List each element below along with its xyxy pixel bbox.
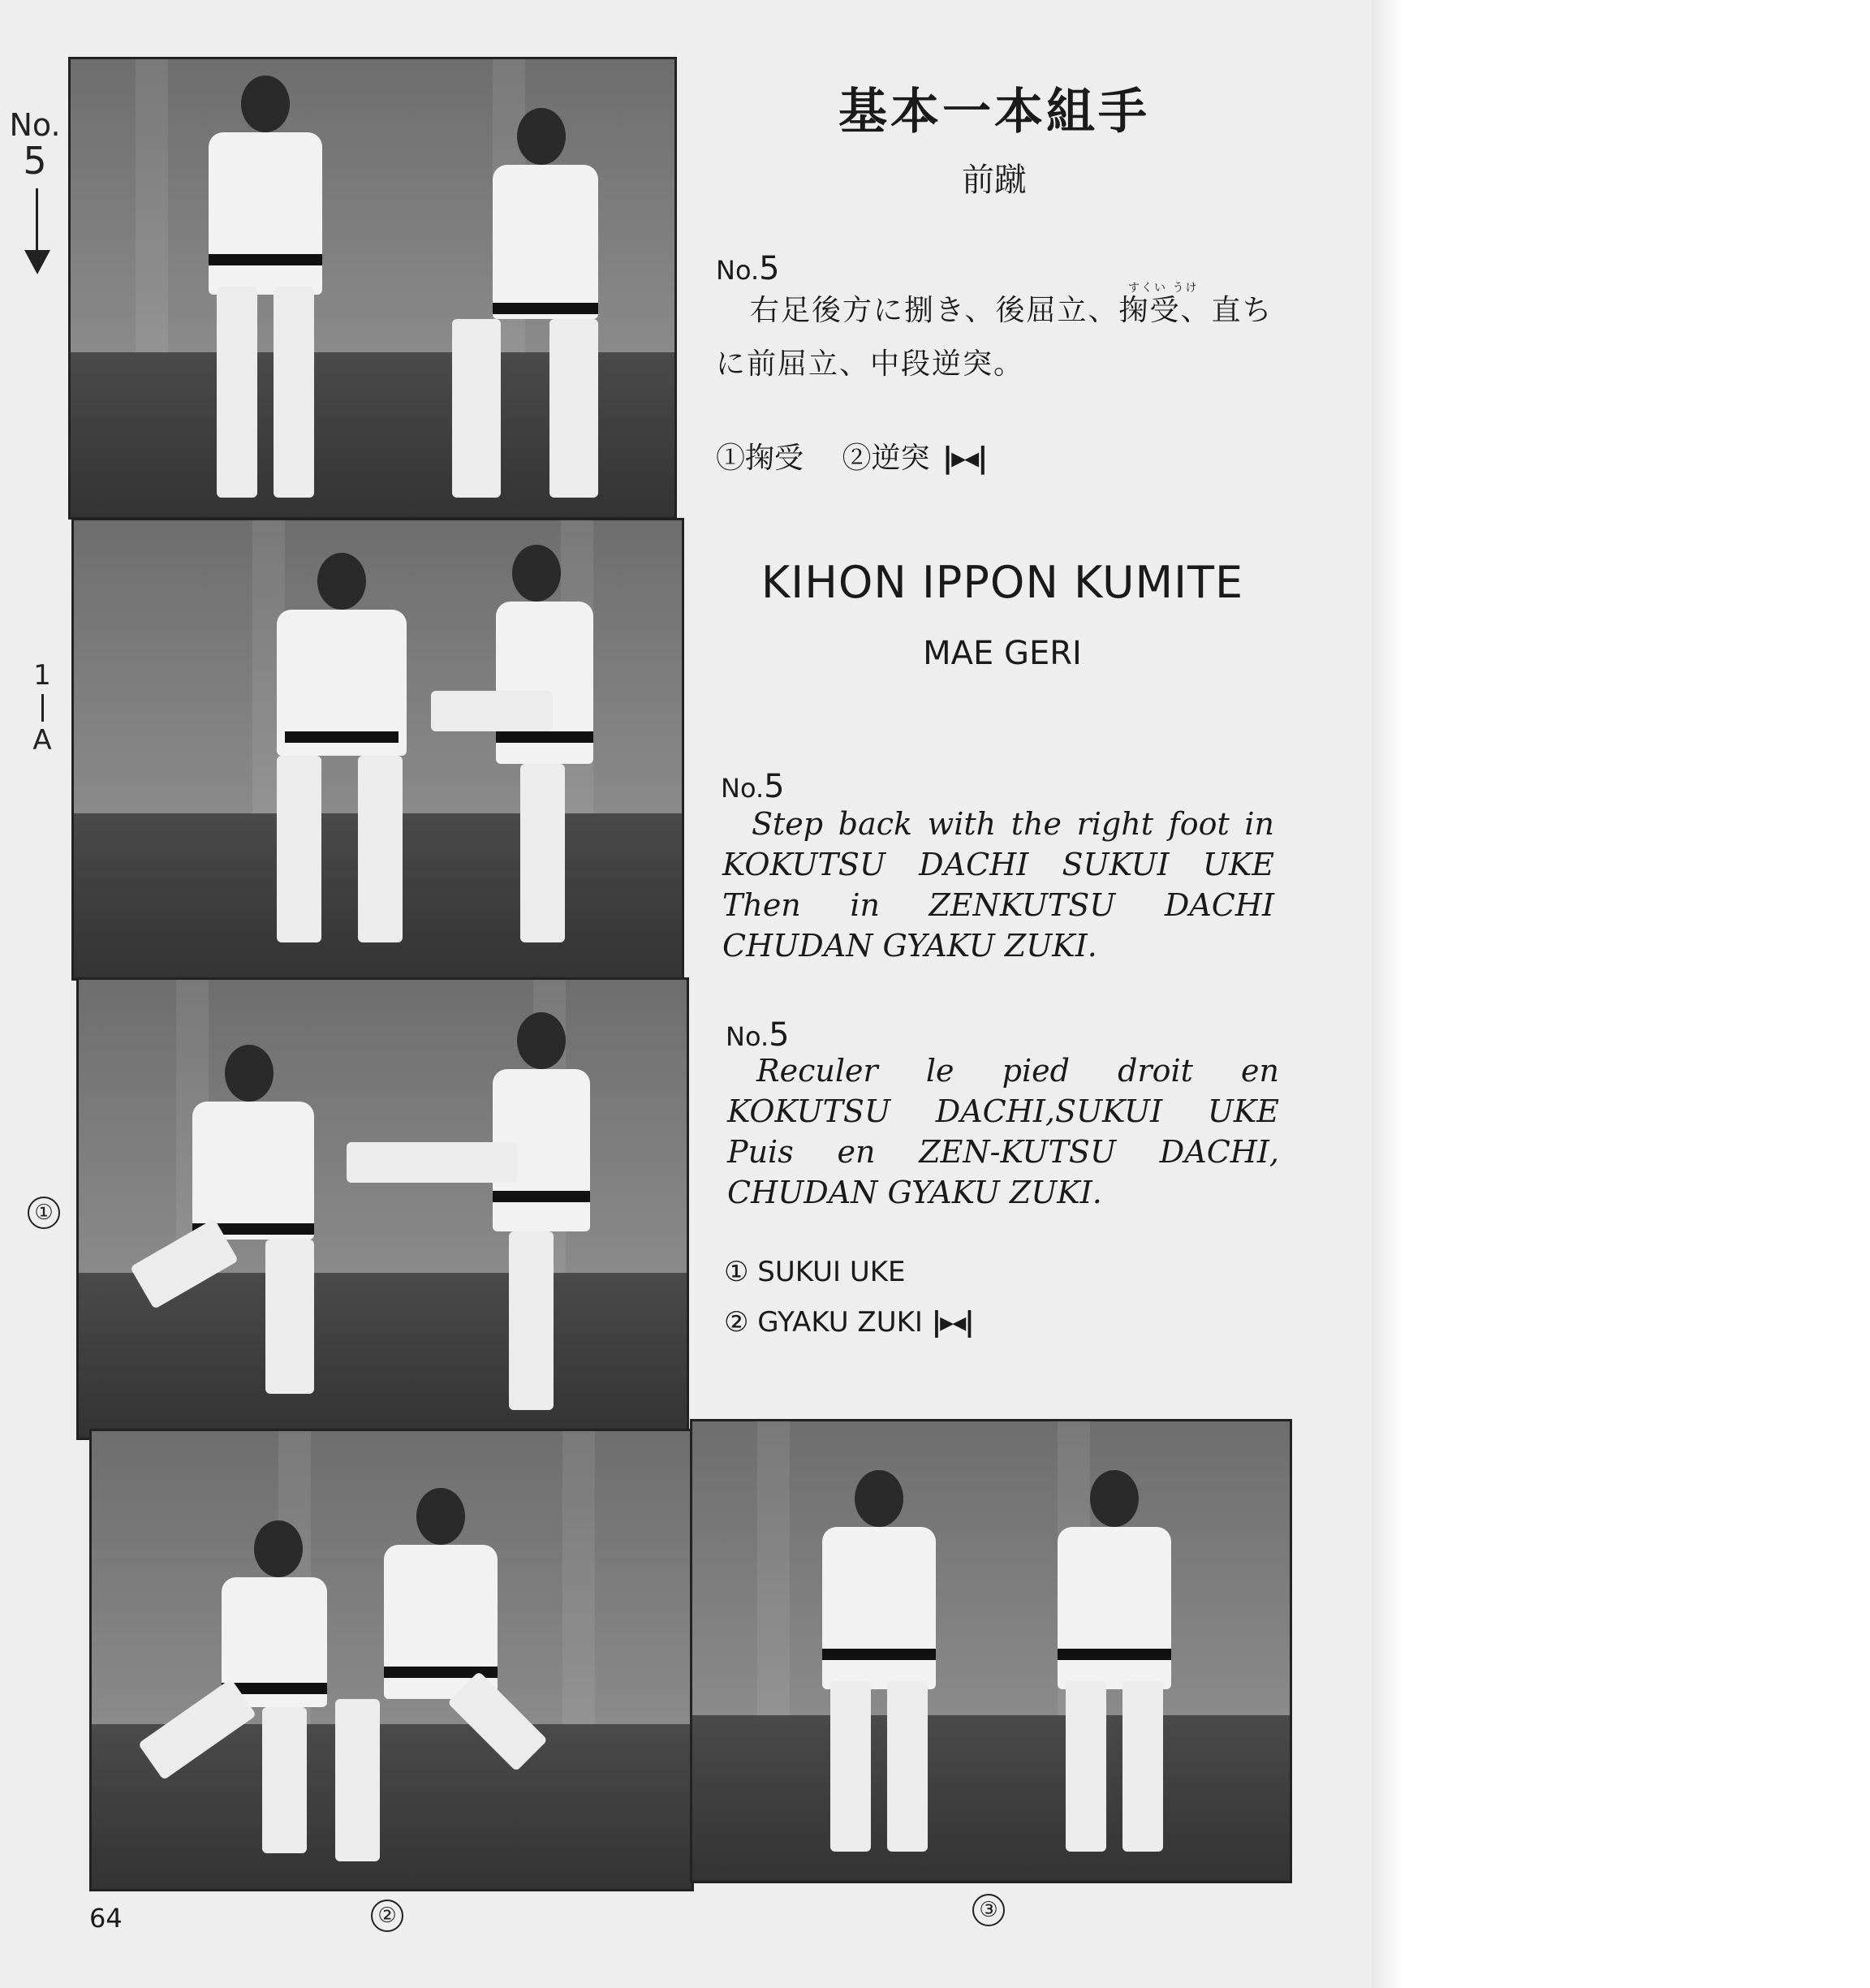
photo-ready-stance xyxy=(68,57,677,520)
technique-step-2-row xyxy=(724,1297,973,1348)
no-number: 5 xyxy=(759,250,780,287)
english-no-label xyxy=(721,768,785,805)
figure-right xyxy=(327,1488,538,1878)
no-prefix: No. xyxy=(726,1021,769,1052)
english-paragraph: Step back with the right foot in KOKUTSU DACHI SUKUI UKE Then in ZENKUTSU DACHI CHUDAN GYAKU ZUKI. xyxy=(722,806,1274,964)
figure-right xyxy=(1033,1470,1196,1868)
photo-sukui-uke xyxy=(76,977,689,1440)
figure-right xyxy=(428,108,639,514)
photo-return-stance xyxy=(690,1419,1292,1883)
side-1a-marker xyxy=(24,659,60,757)
no-prefix: No. xyxy=(716,255,760,286)
side-1-label: 1 xyxy=(33,659,51,692)
page-number: 64 xyxy=(89,1903,123,1934)
photo-3-marker: ③ xyxy=(972,1894,1005,1926)
sequence-no-label: No. xyxy=(9,107,61,143)
figure-left xyxy=(798,1470,960,1868)
arrow-head-icon xyxy=(24,250,50,274)
photo-kick-attack xyxy=(71,518,684,981)
english-subtitle: MAE GERI xyxy=(923,635,1082,672)
japanese-paragraph: 右足後方に捌き、後屈立、掬受、直ちに前屈立、中段逆突。 xyxy=(716,294,1273,381)
down-arrow-icon xyxy=(36,188,38,253)
no-prefix: No. xyxy=(721,773,765,804)
sequence-number-marker xyxy=(6,107,63,183)
page-edge xyxy=(1372,0,1404,1988)
figure-left xyxy=(184,75,347,514)
end-symbol-icon: |▸◂| xyxy=(931,1306,973,1339)
japanese-subtitle: 前蹴 xyxy=(962,162,1027,199)
side-bar xyxy=(41,694,44,722)
japanese-step-2: ②逆突 xyxy=(842,442,930,475)
photo-2-marker: ② xyxy=(371,1900,403,1932)
side-a-label: A xyxy=(32,724,52,757)
figure-left xyxy=(127,1045,371,1418)
figure-right xyxy=(431,545,610,959)
japanese-step-list xyxy=(716,435,1015,477)
end-symbol-icon: |▸◂| xyxy=(941,442,987,475)
french-no-label xyxy=(726,1016,790,1054)
no-number: 5 xyxy=(764,768,785,805)
japanese-title: 基本一本組手 xyxy=(838,84,1150,140)
no-number: 5 xyxy=(769,1016,790,1054)
technique-step-2: ② GYAKU ZUKI xyxy=(724,1306,923,1339)
japanese-no-label xyxy=(716,250,780,287)
photo-gyaku-zuki xyxy=(89,1429,694,1891)
step-1-marker: ① xyxy=(28,1197,60,1229)
figure-left xyxy=(252,553,431,959)
figure-left xyxy=(140,1520,351,1869)
sequence-no-number: 5 xyxy=(23,139,47,183)
japanese-ruby: すくい うけ xyxy=(1128,282,1199,295)
technique-step-1: ① SUKUI UKE xyxy=(724,1256,906,1288)
french-paragraph: Reculer le pied droit en KOKUTSU DACHI,SUKUI UKE Puis en ZEN-KUTSU DACHI, CHUDAN GYAKU ZUKI. xyxy=(727,1053,1279,1210)
japanese-step-1: ①掬受 xyxy=(716,442,804,475)
figure-right xyxy=(347,1012,606,1426)
english-title: KIHON IPPON KUMITE xyxy=(760,557,1244,608)
technique-step-list xyxy=(724,1247,973,1348)
